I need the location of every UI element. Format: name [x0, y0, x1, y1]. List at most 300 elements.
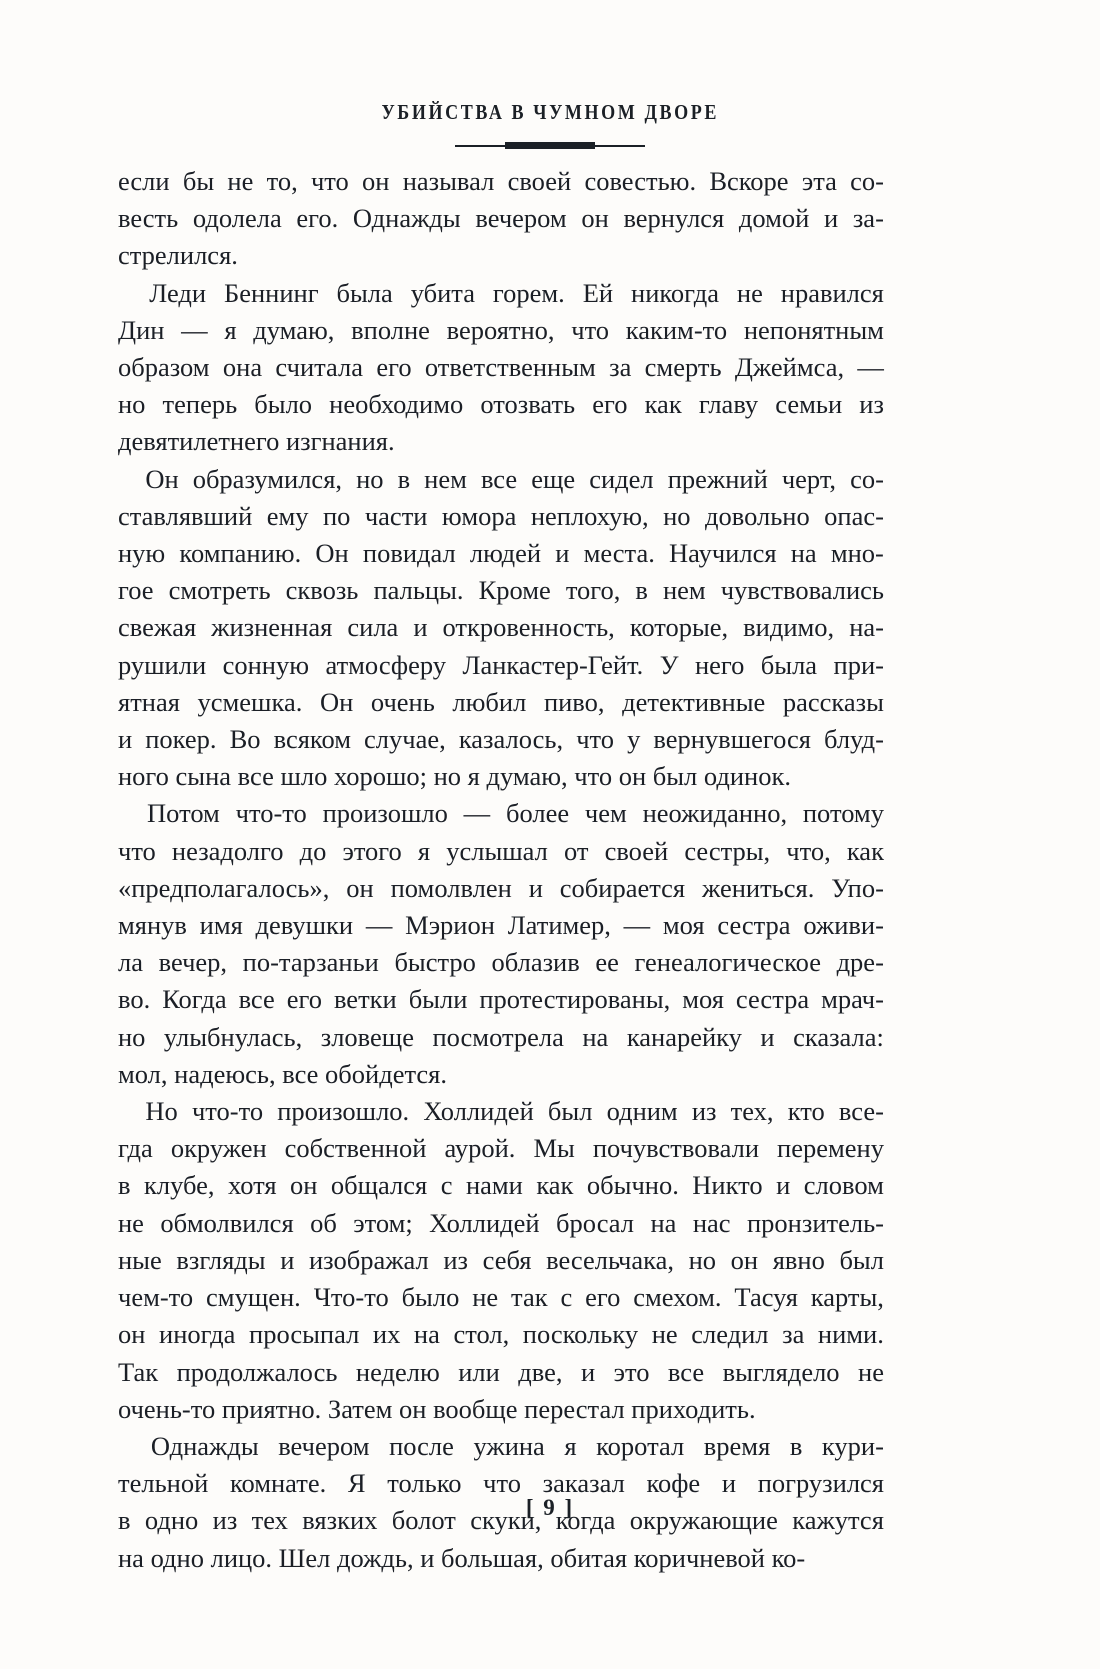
word: на [413, 1319, 440, 1350]
word: пиво, [543, 686, 605, 717]
word: но [118, 1021, 146, 1052]
word: Ланкастер-Гейт. [462, 649, 644, 680]
word: «предполагалось», [118, 872, 330, 903]
word: что [571, 314, 610, 345]
word: кури- [821, 1430, 884, 1461]
word: никогда [631, 277, 719, 308]
word: считала [275, 352, 364, 383]
word: обмолвился [160, 1207, 294, 1238]
text-line [118, 572, 884, 609]
word: с [560, 1282, 573, 1313]
word: не [858, 1356, 884, 1387]
word: но [663, 500, 691, 531]
word: откровенность, [442, 612, 615, 643]
word: и [580, 1356, 596, 1387]
word: заказал [542, 1468, 625, 1499]
word: в [635, 575, 648, 606]
word: произошло [322, 798, 448, 829]
word: во. [118, 984, 151, 1015]
word: что-то [191, 1096, 264, 1127]
word: Никто [692, 1170, 763, 1201]
word: Кроме [478, 575, 551, 606]
word: места. [583, 538, 655, 569]
word: хотя [227, 1170, 277, 1201]
word: он [362, 166, 390, 196]
running-head-title: УБИЙСТВА В ЧУМНОМ ДВОРЕ [381, 100, 719, 124]
paragraph-indent [118, 1428, 131, 1465]
word: сестра [735, 984, 810, 1015]
word: Холлидей [423, 1096, 534, 1127]
word: и [776, 1170, 791, 1201]
text-line [118, 1428, 884, 1465]
text-line [118, 684, 884, 721]
word: неделю [355, 1356, 440, 1387]
word: в [118, 1505, 131, 1536]
text-line [118, 981, 884, 1018]
word: У [659, 649, 679, 680]
word: Мы [533, 1133, 575, 1164]
word: гда [118, 1133, 153, 1164]
word: протестированы, [479, 984, 671, 1015]
text-line [118, 1242, 884, 1279]
word: кофе [646, 1468, 701, 1499]
text-line [118, 609, 884, 646]
word: кто [787, 1096, 825, 1127]
word: своей [604, 835, 669, 866]
word: того, [565, 575, 621, 606]
word: его [592, 389, 628, 420]
word: Он [315, 538, 349, 569]
word: свежая [118, 612, 197, 643]
word: рассказы [782, 686, 884, 717]
word: моя [662, 910, 705, 941]
word: улыбнулась, [163, 1021, 303, 1052]
word: неожиданно, [642, 798, 788, 829]
word: и [824, 203, 839, 234]
word: не [472, 1282, 499, 1313]
word: на [582, 1021, 609, 1052]
word: нравился [780, 277, 884, 308]
word: сквозь [285, 575, 359, 606]
word: Ей [582, 277, 614, 308]
word: тех, [730, 1096, 774, 1127]
word: образом [118, 352, 210, 383]
word: до [299, 835, 327, 866]
text-line [118, 535, 884, 572]
word: Он [319, 686, 354, 717]
word: на- [849, 612, 884, 643]
text-line [118, 944, 884, 981]
word: и [760, 1021, 775, 1052]
word: и [118, 724, 133, 755]
word: эта [801, 166, 837, 196]
word: весельчака, [546, 1244, 674, 1275]
word: так [511, 1282, 548, 1313]
word: Вскоре [709, 166, 789, 196]
word: но [688, 1244, 717, 1275]
word: девушки [255, 910, 354, 941]
body-text-block [118, 163, 884, 1577]
header-ornament-rule [455, 142, 645, 149]
word: Он [145, 463, 179, 494]
word: сонную [222, 649, 310, 680]
word: сказала: [793, 1021, 884, 1052]
word: по-тарзаньи [242, 947, 379, 978]
word: компанию. [179, 538, 302, 569]
paragraph [118, 461, 884, 796]
word: был [547, 1096, 593, 1127]
word: вечером [475, 203, 567, 234]
word: теперь [162, 389, 238, 420]
word: я [564, 1430, 577, 1461]
word: как [846, 835, 884, 866]
word: Тасуя [734, 1282, 798, 1313]
word: что, [786, 835, 831, 866]
word: рушили [118, 649, 207, 680]
word: совестью. [584, 166, 697, 196]
word: но [118, 389, 146, 420]
word: после [389, 1430, 454, 1461]
text-line [118, 647, 884, 684]
word: черт, [781, 463, 837, 494]
word: просыпал [249, 1319, 360, 1350]
word: бы [182, 166, 215, 196]
word: вернувшегося [653, 724, 811, 755]
word: ними. [817, 1319, 884, 1350]
text-line [118, 312, 884, 349]
word: время [703, 1430, 771, 1461]
word: все [667, 1356, 705, 1387]
word: за [782, 1319, 805, 1350]
word: она [222, 352, 263, 383]
word: смущен. [206, 1282, 301, 1313]
word: клубе, [143, 1170, 215, 1201]
word: сидел [589, 463, 654, 494]
word: ему [266, 500, 309, 531]
word: погрузился [757, 1468, 884, 1499]
word: его [286, 984, 322, 1015]
word: — [463, 798, 491, 829]
word: из [859, 389, 884, 420]
word: ставлявший [118, 500, 253, 531]
word: сестры, [684, 835, 771, 866]
word: генеалогическое [634, 947, 821, 978]
word: незадолго [171, 835, 284, 866]
word: блуд- [824, 724, 884, 755]
text-line: девятилетнего изгнания. [118, 426, 395, 457]
word: комнате. [229, 1468, 327, 1499]
word: атмосферу [325, 649, 447, 680]
word: гое [118, 575, 154, 606]
paragraph-indent [118, 1093, 131, 1130]
word: Холлидей [429, 1207, 540, 1238]
word: жениться. [702, 872, 815, 903]
word: юмора [441, 500, 517, 531]
word: и [528, 872, 543, 903]
text-line [118, 1279, 884, 1316]
word: что-то [235, 798, 307, 829]
paragraph-indent [118, 795, 131, 832]
word: кажутся [792, 1505, 884, 1536]
word: более [505, 798, 570, 829]
word: при- [833, 649, 884, 680]
word: Джеймса, [734, 352, 845, 383]
text-line [118, 907, 884, 944]
word: его [376, 352, 412, 383]
word: обычно. [586, 1170, 679, 1201]
word: этом; [353, 1207, 413, 1238]
word: выглядело [722, 1356, 840, 1387]
word: Мэрион [405, 910, 495, 941]
word: весть [118, 203, 179, 234]
text-line [118, 163, 884, 200]
word: и [413, 612, 428, 643]
word: скуки, [470, 1505, 542, 1536]
word: и [721, 1468, 737, 1499]
word: людей [469, 538, 542, 569]
word: то, [266, 166, 298, 196]
word: только [387, 1468, 462, 1499]
word: коротал [596, 1430, 685, 1461]
word: смехом. [633, 1282, 722, 1313]
word: опас- [824, 500, 884, 531]
word: мрач- [821, 984, 884, 1015]
text-line [118, 1354, 884, 1391]
word: усмешка. [197, 686, 303, 717]
word: чувствовались [720, 575, 884, 606]
page-number: [ 9 ] [525, 1495, 575, 1520]
word: — [857, 352, 884, 383]
word: Однажды [352, 203, 461, 234]
word: как [644, 389, 682, 420]
text-line [118, 833, 884, 870]
word: видимо, [743, 612, 835, 643]
word: пронзитель- [746, 1207, 884, 1238]
word: это [613, 1356, 650, 1387]
word: его. [296, 203, 339, 234]
word: бросал [556, 1207, 634, 1238]
word: Научился [669, 538, 777, 569]
word: от [563, 835, 589, 866]
word: своей [507, 166, 572, 196]
word: пальцы. [373, 575, 464, 606]
word: все [480, 463, 518, 494]
word: оживи- [803, 910, 884, 941]
word: было [401, 1282, 460, 1313]
word: он [118, 1319, 146, 1350]
word: что [310, 166, 349, 196]
word: очень [370, 686, 435, 717]
word: собирается [559, 872, 686, 903]
word: называл [402, 166, 495, 196]
word: окружающие [629, 1505, 778, 1536]
word: вечером [278, 1430, 370, 1461]
word: со- [850, 463, 884, 494]
word: — [365, 910, 393, 941]
word: с [440, 1170, 453, 1201]
word: каким-то [625, 314, 728, 345]
word: об [310, 1207, 337, 1238]
word: тех [251, 1505, 288, 1536]
word: сила [347, 612, 399, 643]
word: детективные [622, 686, 766, 717]
word: вероятно, [446, 314, 555, 345]
word: общался [330, 1170, 428, 1201]
word: смерть [644, 352, 722, 383]
text-line [118, 1093, 884, 1130]
word: услышал [446, 835, 548, 866]
word: когда [555, 1505, 616, 1536]
text-line [118, 795, 884, 832]
word: в [789, 1430, 803, 1461]
word: отозвать [480, 389, 576, 420]
word: что [118, 835, 156, 866]
word: жизненная [211, 612, 333, 643]
word: дре- [836, 947, 884, 978]
word: мно- [830, 538, 884, 569]
word: имя [199, 910, 243, 941]
paragraph [118, 163, 884, 275]
word: но [356, 463, 384, 494]
word: убита [410, 277, 475, 308]
word: нем [662, 575, 706, 606]
word: и [555, 538, 570, 569]
word: окружен [170, 1133, 267, 1164]
word: он [290, 1170, 318, 1201]
word: себя [482, 1244, 532, 1275]
text-line [118, 1205, 884, 1242]
word: чем [584, 798, 627, 829]
word: образумился, [192, 463, 343, 494]
text-line [118, 1316, 884, 1353]
word: со- [850, 166, 884, 196]
word: — [181, 314, 208, 345]
text-line [118, 1130, 884, 1167]
word: Беннинг [224, 277, 319, 308]
text-line [118, 200, 884, 237]
word: собственной [284, 1133, 427, 1164]
word: Потом [147, 798, 220, 829]
word: изображал [308, 1244, 429, 1275]
text-line: ного сына все шло хорошо; но я думаю, что он был одинок. [118, 761, 791, 792]
word: Однажды [150, 1430, 259, 1461]
word: был [839, 1244, 884, 1275]
word: ятная [118, 686, 180, 717]
paragraph [118, 1093, 884, 1428]
word: Во [229, 724, 261, 755]
text-line: мол, надеюсь, все обойдется. [118, 1058, 447, 1089]
text-line [118, 461, 884, 498]
word: непонятным [743, 314, 884, 345]
word: карты, [810, 1282, 884, 1313]
word: сестра [717, 910, 791, 941]
word: покер. [145, 724, 217, 755]
word: в [118, 1170, 131, 1201]
text-line: стрелился. [118, 240, 238, 271]
word: я [417, 835, 431, 866]
word: аурой. [444, 1133, 516, 1164]
word: иногда [159, 1319, 236, 1350]
word: быстро [394, 947, 476, 978]
running-head [0, 100, 1100, 125]
word: из [443, 1244, 469, 1275]
text-line [118, 498, 884, 535]
word: вернулся [623, 203, 725, 234]
paragraph-indent [118, 275, 131, 312]
word: все- [838, 1096, 884, 1127]
word: если [118, 166, 170, 196]
word: на [790, 538, 817, 569]
word: следил [691, 1319, 769, 1350]
rule-segment-center [505, 142, 595, 149]
word: ужина [473, 1430, 545, 1461]
word: моя [682, 984, 724, 1015]
word: потому [802, 798, 884, 829]
text-line [118, 721, 884, 758]
word: вполне [351, 314, 430, 345]
word: не [736, 277, 763, 308]
word: неплохую, [530, 500, 649, 531]
word: ее [595, 947, 619, 978]
word: помолвлен [390, 872, 512, 903]
word: этого [342, 835, 402, 866]
word: что [576, 724, 614, 755]
word: прежний [667, 463, 768, 494]
word: Упо- [831, 872, 884, 903]
word: домой [738, 203, 810, 234]
word: ла [118, 947, 143, 978]
text-line [118, 870, 884, 907]
word: ответственным [424, 352, 596, 383]
paragraph-indent [118, 461, 131, 498]
word: за- [852, 203, 884, 234]
word: словом [803, 1170, 884, 1201]
word: семьи [775, 389, 843, 420]
word: — [623, 910, 651, 941]
text-line [118, 386, 884, 423]
word: за [609, 352, 632, 383]
word: стол, [453, 1319, 510, 1350]
word: Но [145, 1096, 178, 1127]
word: продолжалось [176, 1356, 338, 1387]
word: была [760, 649, 818, 680]
word: не [118, 1207, 144, 1238]
word: была [336, 277, 393, 308]
word: Когда [162, 984, 227, 1015]
word: ную [118, 538, 166, 569]
word: его [585, 1282, 621, 1313]
word: и [280, 1244, 295, 1275]
word: необходимо [329, 389, 464, 420]
word: поскольку [522, 1319, 639, 1350]
word: смотреть [168, 575, 271, 606]
word: не [227, 166, 254, 196]
word: Латимер, [507, 910, 611, 941]
text-line [118, 349, 884, 386]
word: Я [347, 1468, 366, 1499]
word: нас [692, 1207, 731, 1238]
paragraph [118, 795, 884, 1093]
word: было [254, 389, 313, 420]
word: еще [531, 463, 576, 494]
word: из [691, 1096, 717, 1127]
word: всяком [273, 724, 351, 755]
word: Что-то [313, 1282, 389, 1313]
word: повидал [362, 538, 456, 569]
word: Дин [118, 314, 165, 345]
word: него [694, 649, 745, 680]
text-line [118, 275, 884, 312]
